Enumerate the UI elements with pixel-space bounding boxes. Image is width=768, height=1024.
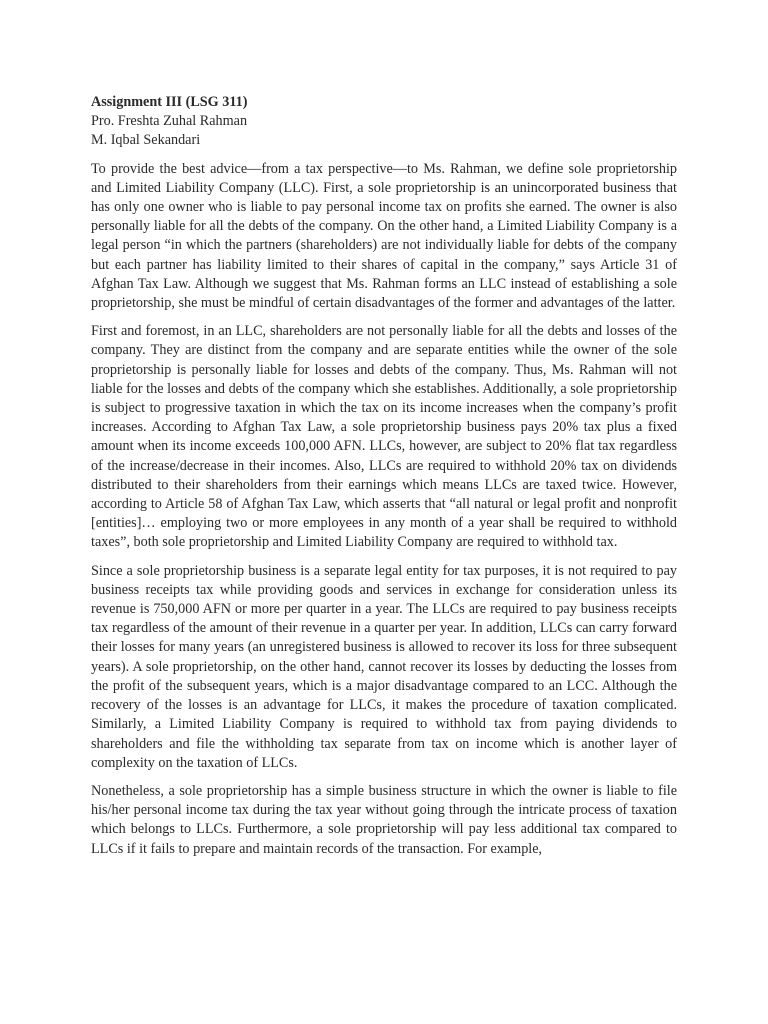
body-paragraph: Since a sole proprietorship business is a separate legal entity for tax purposes, it is not required to pay business receipts tax while providing goods and services in exchange for consideration unless its revenue is 750,000 AFN or more per quarter in a year. The LLCs are required to pay business receipts tax regardless of the amount of their revenue in a quarter per year. In addition, LLCs can carry forward their losses for many years (an unregistered business is allowed to recover its loss for three subsequent years). A sole proprietorship, on the other hand, cannot recover its losses by deducting the losses from the profit of the subsequent years, which is a major disadvantage compared to an LCC. Although the recovery of the losses is an advantage for LLCs, it makes the procedure of taxation complicated. Similarly, a Limited Liability Company is required to withhold tax from paying dividends to shareholders and file the withholding tax separate from tax on income which is another layer of complexity on the taxation of LLCs. (91, 562, 677, 771)
document-body (91, 93, 677, 859)
body-paragraph: First and foremost, in an LLC, shareholders are not personally liable for all the debts and losses of the company. They are distinct from the company and are separate entities while the owner of the sole proprietorship is personally liable for losses and debts of the company. Thus, Ms. Rahman will not liable for the losses and debts of the company which she establishes. Additionally, a sole proprietorship is subject to progressive taxation in which the tax on its income increases when the company’s profit increases. According to Afghan Tax Law, a sole proprietorship business pays 20% tax plus a fixed amount when its income exceeds 100,000 AFN. LLCs, however, are subject to 20% flat tax regardless of the increase/decrease in their incomes. Also, LLCs are required to withhold 20% tax on dividends distributed to their shareholders from their earnings which means LLCs are taxed twice. However, according to Article 58 of Afghan Tax Law, which asserts that “all natural or legal profit and nonprofit [entities]… employing two or more employees in any month of a year shall be required to withhold taxes”, both sole proprietorship and Limited Liability Company are required to withhold tax. (91, 323, 677, 551)
author-line: Pro. Freshta Zuhal Rahman (91, 113, 248, 130)
author-line: M. Iqbal Sekandari (91, 132, 201, 149)
body-paragraph: To provide the best advice—from a tax perspective—to Ms. Rahman, we define sole proprietorship and Limited Liability Company (LLC). First, a sole proprietorship is an unincorporated business that has only one owner who is liable to pay personal income tax on profits she earned. The owner is also personally liable for all the debts of the company. On the other hand, a Limited Liability Company is a legal person “in which the partners (shareholders) are not individually liable for debts of the company but each partner has liability limited to their shares of capital in the company,” says Article 31 of Afghan Tax Law. Although we suggest that Ms. Rahman forms an LLC instead of establishing a sole proprietorship, she must be mindful of certain disadvantages of the former and advantages of the latter. (91, 160, 677, 312)
assignment-title: Assignment III (LSG 311) (91, 94, 248, 110)
body-paragraph: Nonetheless, a sole proprietorship has a simple business structure in which the owner is liable to file his/her personal income tax during the tax year without going through the intricate process of taxation which belongs to LLCs. Furthermore, a sole proprietorship will pay less additional tax compared to LLCs if it fails to prepare and maintain records of the transaction. For example, (91, 782, 677, 857)
